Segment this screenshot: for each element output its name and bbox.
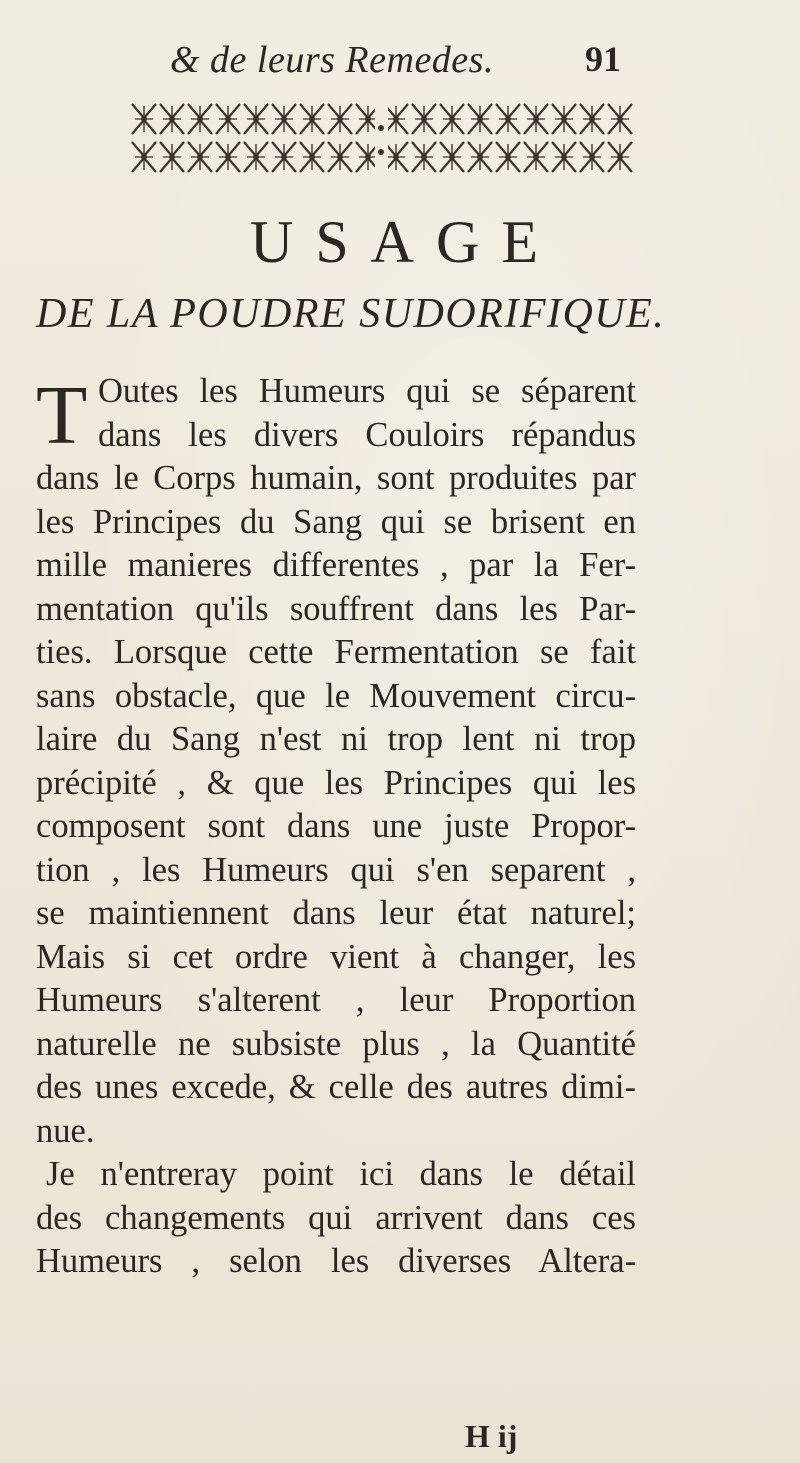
text-line: précipité , & que les Principes qui les <box>36 763 636 802</box>
paragraph-2 <box>36 1153 636 1284</box>
text-line: sans obstacle, que le Mouvement circu- <box>36 676 636 715</box>
text-line: tion , les Humeurs qui s'en separent , <box>36 850 636 889</box>
text-line: mentation qu'ils souffrent dans les Par- <box>36 589 636 628</box>
text-line: Humeurs s'alterent , leur Proportion <box>36 981 636 1019</box>
text-line: les Principes du Sang qui se brisent en <box>36 502 636 541</box>
signature-mark: H ij <box>465 1418 518 1454</box>
text-line: Humeurs , selon les diverses Altera- <box>36 1242 636 1280</box>
text-line: composent sont dans une juste Propor- <box>36 807 636 845</box>
section-title: USAGE <box>249 209 560 275</box>
text-line: Outes les Humeurs qui se séparent <box>98 372 636 410</box>
text-line: dans le Corps humain, sont produites par <box>36 459 636 497</box>
text-line: mille manieres differentes , par la Fer- <box>36 546 636 584</box>
text-line: Mais si cet ordre vient à changer, les <box>36 937 636 976</box>
drop-cap: T <box>36 369 88 462</box>
decorative-ornament-band <box>130 100 635 180</box>
text-line: ties. Lorsque cette Fermentation se fait <box>36 633 636 671</box>
running-title: & de leurs Remedes. <box>170 39 494 81</box>
text-line: des unes excede, & celle des autres dimi- <box>36 1068 636 1106</box>
paragraph-1 <box>36 370 636 1153</box>
ornament-icon <box>130 100 635 180</box>
text-line: dans les divers Couloirs répandus <box>98 415 636 454</box>
text-line: nue. <box>36 1111 95 1150</box>
text-line: laire du Sang n'est ni trop lent ni trop <box>36 720 636 758</box>
body-text <box>36 370 636 1284</box>
text-line: naturelle ne subsiste plus , la Quantité <box>36 1024 636 1063</box>
section-subtitle: DE LA POUDRE SUDORIFIQUE. <box>36 291 666 337</box>
text-line: se maintiennent dans leur état naturel; <box>36 894 636 932</box>
page-number: 91 <box>585 39 621 79</box>
running-header <box>0 28 800 88</box>
text-line: Je n'entreray point ici dans le détail <box>46 1155 636 1193</box>
text-line: des changements qui arrivent dans ces <box>36 1198 636 1237</box>
